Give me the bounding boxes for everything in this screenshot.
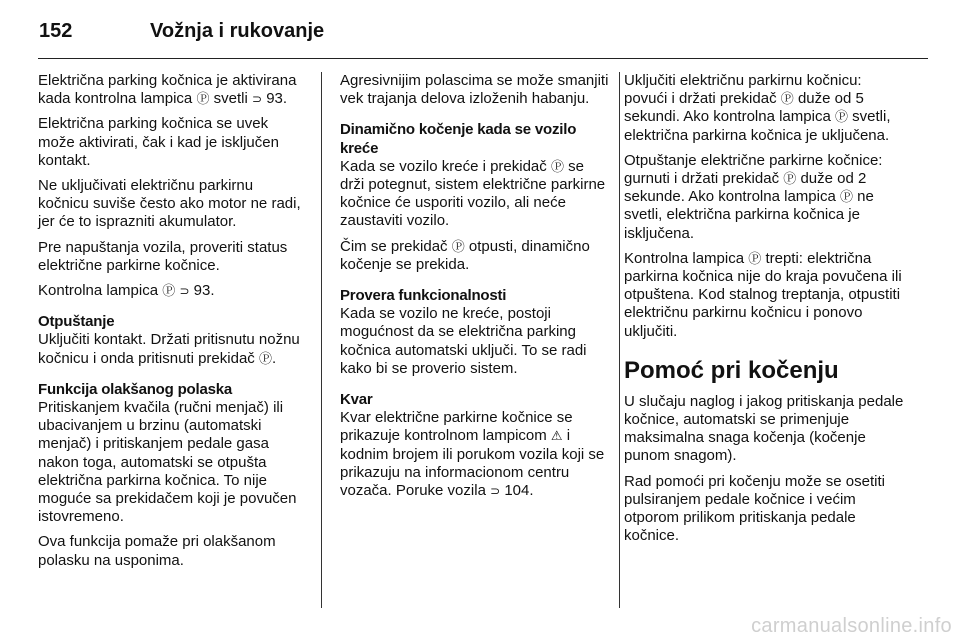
page-header [38,16,928,59]
paragraph: Električna parking kočnica je aktivirana kada kontrolna lampica Ⓟ svetli ⊃ 93. [38,72,297,108]
paragraph: Kada se vozilo kreće i prekidač Ⓟ se drži potegnut, sistem električne parkirne kočnice će usporiti vozilo, ali neće zaustaviti vozilo. [340,157,606,230]
section-heading-provera: Provera funkcionalnosti [340,287,507,305]
parking-brake-icon: Ⓟ [162,283,176,299]
paragraph: U slučaju naglog i jakog pritiskanja pedale kočnice, automatski se primenjuje maksimalna snaga kočenja (kočenje punom snagom). [624,392,904,465]
paragraph: Kada se vozilo ne kreće, postoji mogućnost da se električna parking kočnica automatski uključi. To se radi kako bi se proverio sistem. [340,305,587,377]
parking-brake-icon: Ⓟ [783,171,797,187]
column-2 [340,72,612,507]
reference-arrow-icon: ⊃ [490,484,501,499]
parking-brake-icon: Ⓟ [834,109,848,125]
parking-brake-icon: Ⓟ [780,91,794,107]
parking-brake-icon: Ⓟ [550,158,564,174]
paragraph: Električna parking kočnica se uvek može aktivirati, čak i kad je isključen kontakt. [38,115,279,169]
reference-arrow-icon: ⊃ [179,284,190,299]
paragraph: Uključiti kontakt. Držati pritisnutu nožnu kočnicu i onda pritisnuti prekidač Ⓟ. [38,331,300,367]
watermark: carmanualsonline.info [751,615,952,637]
section-heading-funkcija: Funkcija olakšanog polaska [38,380,233,398]
page-number: 152 [39,20,73,42]
paragraph: Kontrolna lampica Ⓟ trepti: električna parkirna kočnica nije do kraja povučena ili otpuštena. Kod stalnog treptanja, otpustiti električnu parkirnu kočnicu i ponovo uključiti. [624,249,902,340]
parking-brake-icon: Ⓟ [258,350,272,366]
parking-brake-icon: Ⓟ [748,250,762,266]
paragraph: Rad pomoći pri kočenju može se osetiti pulsiranjem pedale kočnice i većim otporom prilikom pritiskanja pedale kočnice. [624,472,885,545]
page-reference[interactable]: 93. [266,90,288,108]
column-3 [624,72,904,552]
section-heading-kvar: Kvar [340,391,373,409]
column-1 [38,72,306,577]
column-divider [619,72,620,608]
parking-brake-icon: Ⓟ [451,238,465,254]
paragraph: Pritiskanjem kvačila (ručni menjač) ili ubacivanjem u brzinu (automatski menjač) i pritiskanjem pedale gasa nakon toga, automatski se otpušta električna parkirna kočnica. To nije moguće sa prekidačem koji je povučen istovremeno. [38,399,297,526]
page-reference[interactable]: 93. [193,282,215,300]
paragraph: Kontrolna lampica Ⓟ ⊃ 93. [38,282,215,300]
paragraph: Ne uključivati električnu parkirnu kočnicu suviše često ako motor ne radi, jer će to isprazniti akumulator. [38,177,301,231]
section-heading-pomoc: Pomoć pri kočenju [624,356,839,384]
paragraph: Ova funkcija pomaže pri olakšanom polasku na usponima. [38,533,276,569]
paragraph: Otpuštanje električne parkirne kočnice: gurnuti i držati prekidač Ⓟ duže od 2 sekunde. Ako kontrolna lampica Ⓟ ne svetli, električna parkirna kočnica je isključena. [624,151,883,242]
chapter-title: Vožnja i rukovanje [150,20,325,42]
section-heading-dinamicno: Dinamično kočenje kada se vozilo kreće [340,121,577,157]
reference-arrow-icon: ⊃ [251,92,263,107]
paragraph: Agresivnijim polascima se može smanjiti vek trajanja delova izloženih habanju. [340,72,609,108]
paragraph: Uključiti električnu parkirnu kočnicu: povući i držati prekidač Ⓟ duže od 5 sekundi. Ako kontrolna lampica Ⓟ svetli, električna parkirna kočnica je uključena. [624,72,891,144]
warning-lamp-icon: ⚠ [550,428,563,444]
parking-brake-icon: Ⓟ [196,91,210,107]
section-heading-otpustanje: Otpuštanje [38,313,115,331]
paragraph: Pre napuštanja vozila, proveriti status električne parkirne kočnice. [38,238,288,274]
paragraph: Čim se prekidač Ⓟ otpusti, dinamično kočenje se prekida. [340,237,590,273]
paragraph: Kvar električne parkirne kočnice se prikazuje kontrolnom lampicom ⚠ i kodnim brojem ili porukom vozila koji se prikazuju na informacionom centru vozača. Poruke vozila ⊃ 104. [340,409,605,500]
page-reference[interactable]: 104. [504,482,534,500]
column-divider [321,72,322,608]
parking-brake-icon: Ⓟ [839,189,853,205]
